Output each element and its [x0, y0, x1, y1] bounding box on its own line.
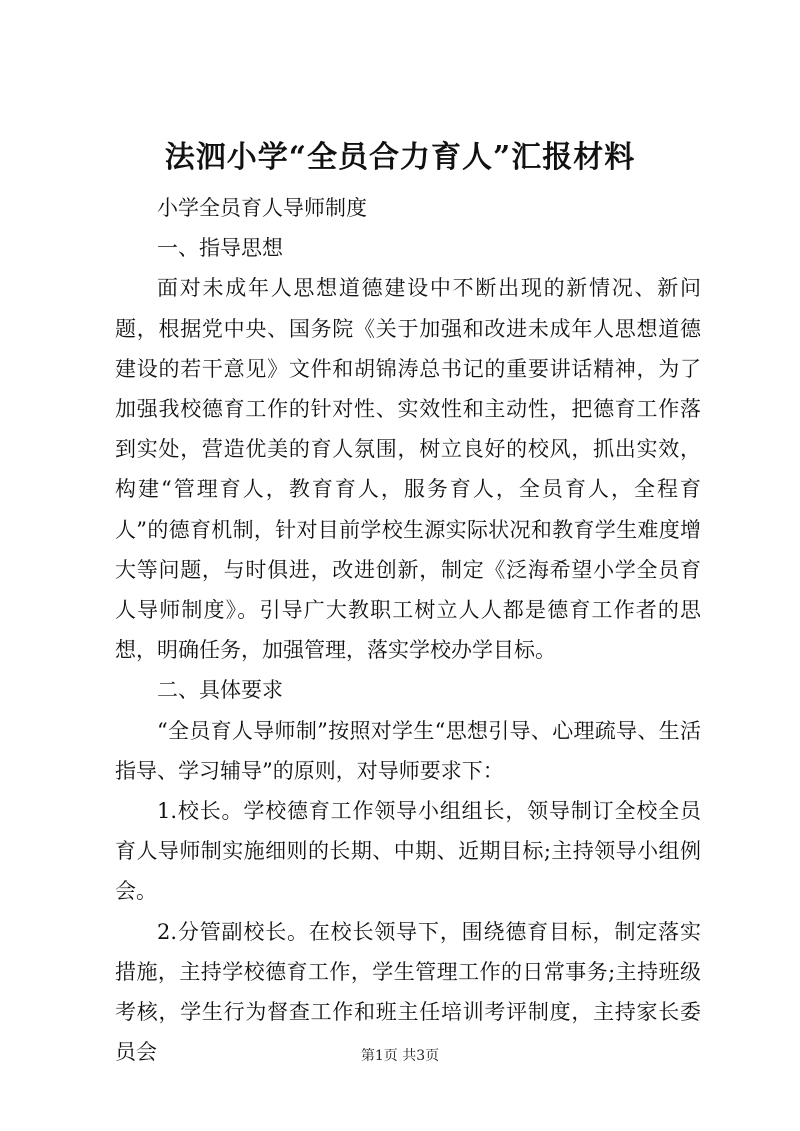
- section-heading-requirements: 二、具体要求: [157, 678, 283, 703]
- paragraph-principal: 1.校长。学校德育工作领导小组组长，领导制订全校全员育人导师制实施细则的长期、中期、近期目标;主持领导小组例会。: [115, 799, 701, 904]
- paragraph-guiding-ideology: 面对未成年人思想道德建设中不断出现的新情况、新问题，根据党中央、国务院《关于加强和改进未成年人思想道德建设的若干意见》文件和胡锦涛总书记的重要讲话精神，为了加强我校德育工作的针对性、实效性和主动性，把德育工作落到实处，营造优美的育人氛围，树立良好的校风，抓出实效，构建“管理育人，教育育人，服务育人，全员育人，全程育人”的德育机制，针对目前学校生源实际状况和教育学生难度增大等问题，与时俱进，改进创新，制定《泛海希望小学全员育人导师制度》。引导广大教职工树立人人都是德育工作者的思想，明确任务，加强管理，落实学校办学目标。: [115, 276, 701, 663]
- section-heading-guiding-ideology: 一、指导思想: [157, 236, 283, 261]
- document-body: [115, 188, 701, 1072]
- paragraph-vice-principal: 2.分管副校长。在校长领导下，围绕德育目标，制定落实措施，主持学校德育工作，学生管理工作的日常事务;主持班级考核，学生行为督查工作和班主任培训考评制度，主持家长委员会: [115, 919, 701, 1065]
- document-title: 法泗小学“全员合力育人”汇报材料: [164, 140, 636, 175]
- section-subtitle: 小学全员育人导师制度: [157, 196, 367, 220]
- page-number-footer: 第1页 共3页: [360, 1048, 440, 1064]
- paragraph-requirements-intro: “全员育人导师制”按照对学生“思想引导、心理疏导、生活指导、学习辅导”的原则，对导师要求下：: [115, 718, 701, 783]
